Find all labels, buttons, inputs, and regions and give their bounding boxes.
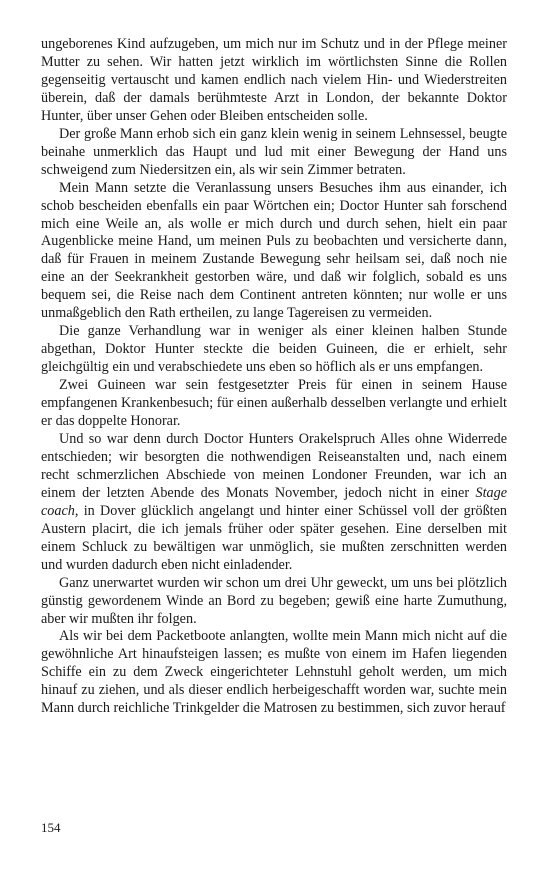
paragraph	[41, 126, 507, 180]
paragraph	[41, 628, 507, 718]
paragraph-text: Die ganze Verhandlung war in weniger als einer kleinen halben Stunde abgethan, Doktor Hunter steckte die beiden Guineen, die er erhielt, sehr gleichgültig ein und verabschiedete uns eben so höflich als er uns empfangen.	[41, 323, 507, 376]
italic-phrase: Stage coach	[41, 484, 507, 519]
paragraph-text: ungeborenes Kind aufzugeben, um mich nur im Schutz und in der Pflege meiner Mutter zu sehen. Wir hatten jetzt wirklich im wörtlichsten Sinne die Rollen gegenseitig vertauscht und kamen endlich nach vielem Hin- und Wiederstreiten überein, daß der damals berühmteste Arzt in London, der bekannte Doktor Hunter, über unser Gehen oder Bleiben entscheiden solle.	[41, 36, 507, 124]
paragraph	[41, 180, 507, 324]
paragraph	[41, 377, 507, 431]
paragraph-text: Zwei Guineen war sein festgesetzter Preis für einen in seinem Hause empfangenen Krankenbesuch; für einen außerhalb desselben verlangte und erhielt er das doppelte Honorar.	[41, 377, 507, 430]
page-body	[41, 36, 507, 718]
page-number: 154	[41, 820, 61, 835]
paragraph-text: Der große Mann erhob sich ein ganz klein wenig in seinem Lehnsessel, beugte beinahe unmerklich das Haupt und lud mit einer Bewegung der Hand uns schweigend zum Niedersitzen ein, als wir sein Zimmer betraten.	[41, 125, 507, 178]
paragraph-text: Ganz unerwartet wurden wir schon um drei Uhr geweckt, um uns bei plötzlich günstig gewordenem Winde an Bord zu begeben; gewiß eine harte Zumuthung, aber wir mußten ihr folgen.	[41, 574, 507, 627]
paragraph-text: Als wir bei dem Packetboote anlangten, wollte mein Mann mich nicht auf die gewöhnliche Art hinaufsteigen lassen; es mußte von einem im Hafen liegenden Schiffe ein zu dem Zweck eingerichteter Lehnstuhl geholt werden, um mich hinauf zu ziehen, und als dieser endlich herbeigeschafft worden war, suchte mein Mann durch reichliche Trinkgelder die Matrosen zu bestimmen, sich zuvor herauf	[41, 628, 507, 717]
paragraph	[41, 323, 507, 377]
paragraph	[41, 575, 507, 629]
paragraph-text: Und so war denn durch Doctor Hunters Orakelspruch Alles ohne Widerrede entschieden; wir besorgten die nothwendigen Reiseanstalten und, nach einem recht schmerzlichen Abschiede von meinen Londoner Freunden, war ich an einem der letzten Abende des Monats November, jedoch nicht in einer	[41, 430, 507, 501]
paragraph	[41, 36, 507, 126]
paragraph-text: , in Dover glücklich angelangt und hinter einer Schüssel voll der größten Austern placirt, die ich jemals früher oder später gesehen. Eine derselben mit einem Schluck zu bewältigen war unmöglich, sie mußten zerschnitten werden und wurden dadurch eben nicht einladender.	[41, 502, 507, 573]
paragraph-text: Mein Mann setzte die Veranlassung unsers Besuches ihm aus einander, ich schob bescheiden ebenfalls ein paar Wörtchen ein; Doctor Hunter sah forschend mich eine Weile an, als wolle er mich durch und durch sehen, hielt ein paar Augenblicke meine Hand, um meinen Puls zu beobachten und versicherte dann, daß für Frauen in meinem Zustande Bewegung sehr heilsam sei, daß noch nie eine an der Seekrankheit gestorben wäre, und daß wir folglich, sobald es uns bequem sei, die Reise nach dem Continent antreten könnten; nur wolle er uns unmaßgeblich den Rath ertheilen, zu lange Tagereisen zu vermeiden.	[41, 179, 507, 322]
paragraph	[41, 431, 507, 575]
